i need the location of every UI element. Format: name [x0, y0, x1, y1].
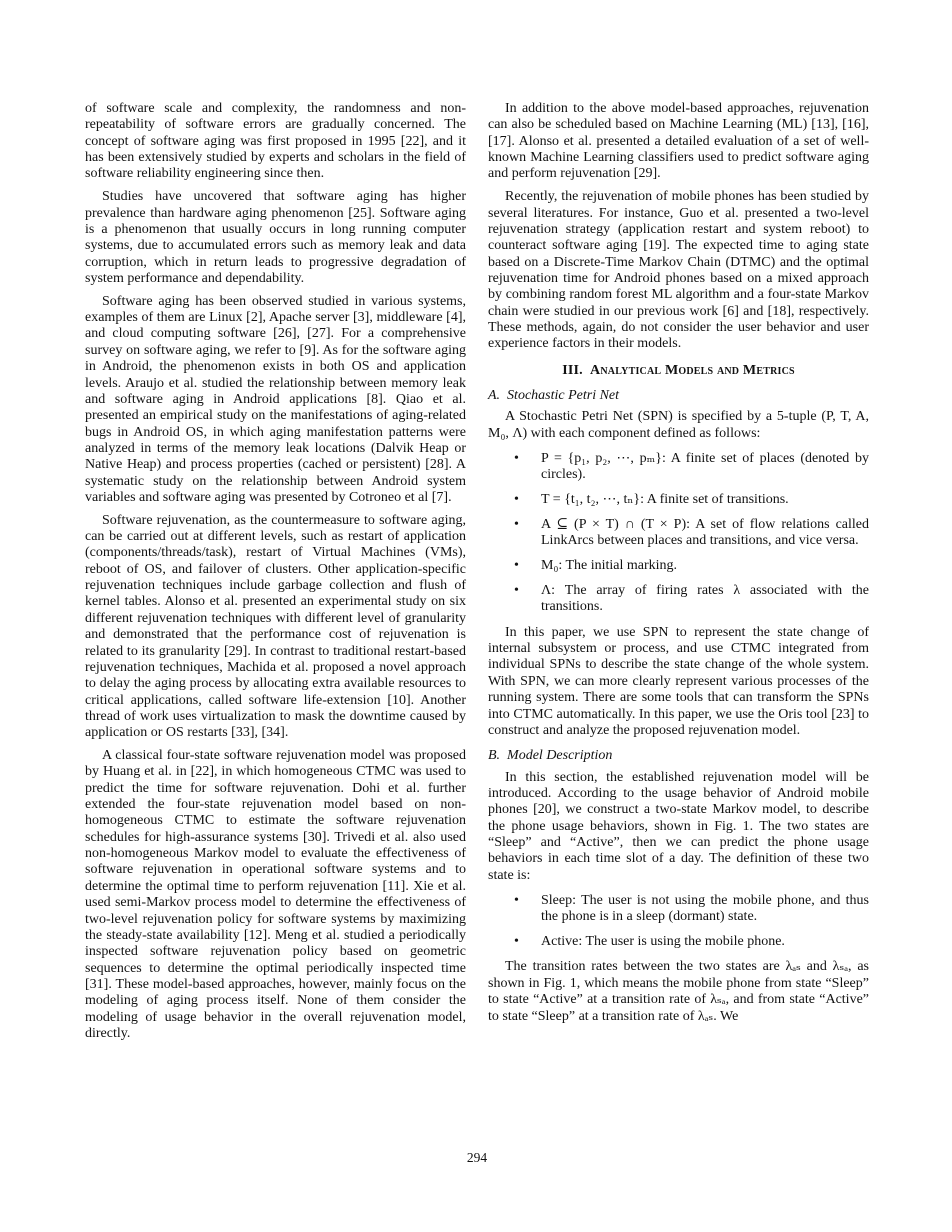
paragraph: Studies have uncovered that software aging has higher prevalence than hardware aging phenomenon [25]. Software aging is a phenomenon that usually occurs in long running computer systems, due to accumulated errors such as memory leak and data corruption, which in return leads to progressive degradation of system performance and dependability. [85, 189, 466, 286]
two-column-layout [85, 101, 869, 1049]
paragraph: In this section, the established rejuvenation model will be introduced. According to the usage behavior of Android mobile phones [20], we construct a two-state Markov model, to describe the phone usage behaviors, shown in Fig. 1. The two states are “Sleep” and “Active”, then we can predict the phone usage behaviors in each time slot of a day. The definition of these two state is: [488, 769, 869, 883]
left-column [85, 101, 466, 1049]
subsection-heading-stochastic-petri-net: A. Stochastic Petri Net [488, 388, 620, 403]
list-item: • M₀: The initial marking. [488, 558, 869, 574]
paragraph: A classical four-state software rejuvenation model was proposed by Huang et al. in [22], in which homogeneous CTMC was used to predict the time for software rejuvenation. Dohi et al. further extended the four-state rejuvenation model based on non-homogeneous CTMC to estimate the software rejuvenation schedules for high-assurance systems [30]. Trivedi et al. also used non-homogeneous Markov model to evaluate the effectiveness of software rejuvenation in operational software systems and to determine the optimal time to perform rejuvenation [11]. Xie et al. used semi-Markov process model to determine the effectiveness of two-level rejuvenation policy for software systems by maximizing the steady-state availability [12]. Meng et al. studied a periodically inspected software rejuvenation policy based on geometric sequences to determine the optimal periodically inspected time [31]. These model-based approaches, however, mainly focus on the modeling of aging process itself. None of them consider the modeling of usage behavior in the overall rejuvenation model, directly. [85, 748, 466, 1041]
paragraph-continuation: of software scale and complexity, the randomness and non-repeatability of software errors are gradually concerned. The concept of software aging was first proposed in 1995 [22], and it has been extensively studied by experts and scholars in the field of software reliability engineering since then. [85, 101, 466, 182]
list-item: • Λ: The array of firing rates λ associated with the transitions. [488, 583, 869, 616]
state-definition-list [488, 893, 869, 951]
spn-definition-list [488, 451, 869, 616]
paragraph: Software rejuvenation, as the countermeasure to software aging, can be carried out at different levels, such as restart of application (components/threads/task), restart of Virtual Machines (VMs), reboot of OS, and failover of clusters. Other application-specific rejuvenation techniques include garbage collection and flush of kernel tables. Alonso et al. presented an experimental study on six different rejuvenation techniques with different level of granularity and demonstrated that the performance cost of rejuvenation is related to its granularity [29]. In contrast to traditional restart-based rejuvenation techniques, Machida et al. proposed a novel approach to delay the aging process by allocating extra available resources to critical applications, called software life-extension [10]. Another thread of work uses virtualization to mask the downtime caused by application or OS restarts [33], [34]. [85, 512, 466, 741]
paragraph: In this paper, we use SPN to represent the state change of internal subsystem or process, and use CTMC integrated from individual SPNs to describe the state change of the whole system. With SPN, we can more clearly represent various processes of the running system. There are some tools that can transform the SPNs into CTMC automatically. In this paper, we use the Oris tool [23] to construct and analyze the proposed rejuvenation model. [488, 624, 869, 738]
paragraph: Recently, the rejuvenation of mobile phones has been studied by several literatures. For instance, Guo et al. presented a two-level rejuvenation strategy (application restart and system reboot) to counteract software aging [19]. The expected time to aging state based on a Discrete-Time Markov Chain (DTMC) and the optimal rejuvenation time for Android phones based on a mixed approach by combining random forest ML algorithm and a four-state Markov chain were studied in our previous work [6] and [18], respectively. These methods, again, do not consider the user behavior and user experience factors in their models. [488, 189, 869, 352]
list-item: • Active: The user is using the mobile phone. [488, 934, 869, 950]
list-item: • A ⊆ (P × T) ∩ (T × P): A set of flow relations called LinkArcs between places and transitions, and vice versa. [488, 517, 869, 550]
subsection-heading-model-description: B. Model Description [488, 748, 613, 764]
list-item: • Sleep: The user is not using the mobile phone, and thus the phone is in a sleep (dormant) state. [488, 893, 869, 926]
list-item: • T = {t₁, t₂, ⋯, tₙ}: A finite set of transitions. [488, 492, 869, 508]
page-number: 294 [466, 1150, 488, 1165]
right-column [488, 101, 869, 1049]
paragraph: A Stochastic Petri Net (SPN) is specified by a 5-tuple (P, T, A, M₀, Λ) with each component defined as follows: [488, 409, 869, 441]
paragraph: In addition to the above model-based approaches, rejuvenation can also be scheduled based on Machine Learning (ML) [13], [16], [17]. Alonso et al. presented a detailed evaluation of a set of well-known Machine Learning classifiers used to predict software aging and perform rejuvenation [29]. [488, 101, 869, 182]
paragraph: Software aging has been observed studied in various systems, examples of them are Linux [2], Apache server [3], middleware [4], and cloud computing software [26], [27]. For a comprehensive survey on software aging, we refer to [9]. As for the software aging in Android, the phenomenon exists in both OS and application levels. Araujo et al. studied the relationship between memory leak and software aging in Android applications [8]. Qiao et al. presented an empirical study on the manifestations of aging-related bugs in Android OS, in which aging manifestation patterns were analyzed in terms of the memory leak locations (Dalvik Heap or Native Heap) and process properties (cached or persistent) [28]. A systematic study on the relationship between Android system variables and software aging was presented by Cotroneo et al [7]. [85, 293, 466, 505]
section-heading-analytical-models: III. Analytical Models and Metrics [562, 362, 795, 378]
paragraph: The transition rates between the two states are λₐₛ and λₛₐ, as shown in Fig. 1, which means the mobile phone from state “Sleep” to state “Active” at a transition rate of λₛₐ, and from state “Active” to state “Sleep” at a transition rate of λₐₛ. We [488, 959, 869, 1024]
list-item: • P = {p₁, p₂, ⋯, pₘ}: A finite set of places (denoted by circles). [488, 451, 869, 484]
